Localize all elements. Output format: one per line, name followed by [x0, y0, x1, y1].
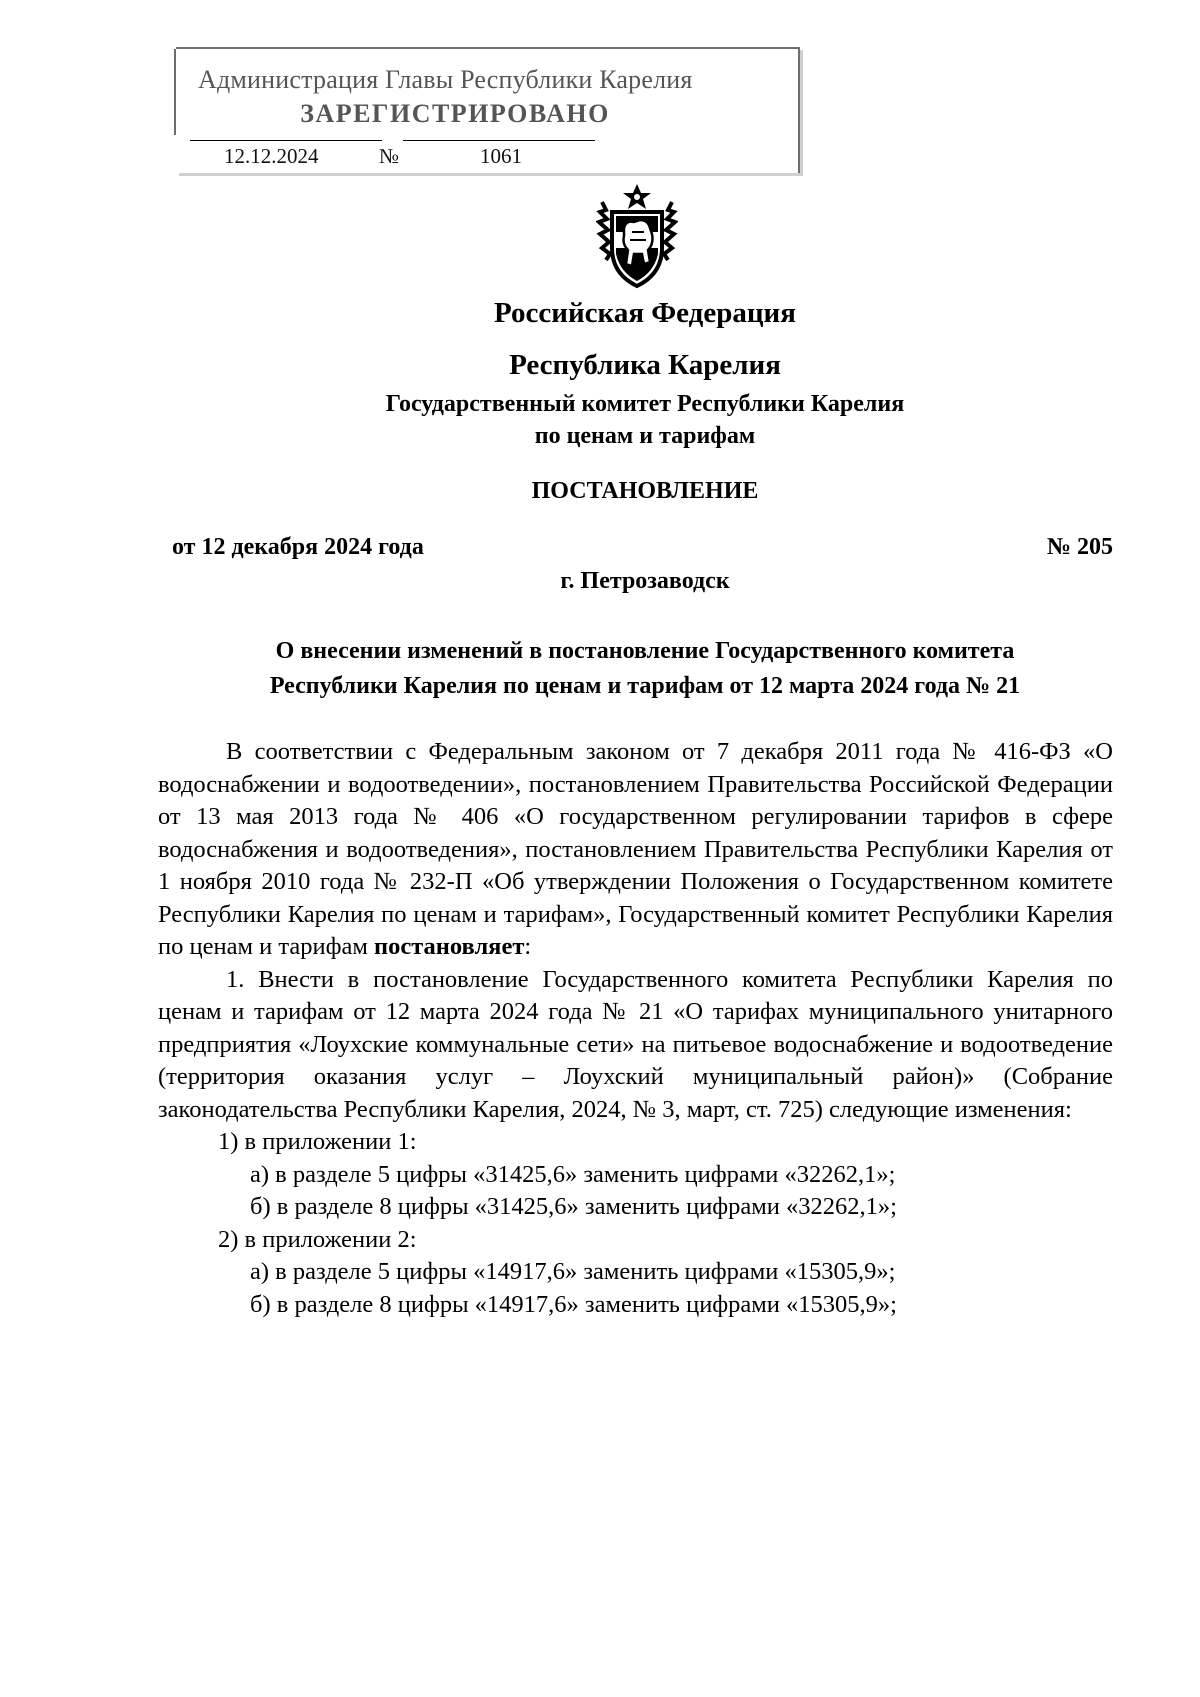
stamp-number-sign: № — [379, 144, 400, 168]
committee-line-2: по ценам и тарифам — [534, 423, 756, 449]
preamble-colon: : — [524, 933, 532, 960]
stamp-number: 1061 — [480, 144, 522, 168]
stamp-title: Администрация Главы Республики Карелия — [198, 65, 693, 94]
document-date: от 12 декабря 2024 года — [172, 534, 424, 560]
document-body — [158, 736, 1113, 1321]
item-1-paragraph: 1. Внести в постановление Государственного комитета Республики Карелия по ценам и тарифам от 12 марта 2024 года № 21 «О тарифах муниципального унитарного предприятия «Лоухские коммунальные сети» на питьевое водоснабжение и водоотведение (территория оказания услуг – Лоухский муниципальный район)» (Собрание законодательства Республики Карелия, 2024, № 3, март, ст. 725) следующие изменения: — [158, 965, 1113, 1123]
sub-item-2b: б) в разделе 8 цифры «14917,6» заменить цифрами «15305,9»; — [250, 1290, 897, 1318]
subject-line-1: О внесении изменений в постановление Государственного комитета — [275, 638, 1015, 664]
sub-item-2: 2) в приложении 2: — [218, 1225, 417, 1253]
stamp-status: ЗАРЕГИСТРИРОВАНО — [300, 99, 610, 128]
sub-item-2a: а) в разделе 5 цифры «14917,6» заменить цифрами «15305,9»; — [250, 1258, 896, 1285]
preamble-text: В соответствии с Федеральным законом от 7 декабря 2011 года № 416-ФЗ «О водоснабжении и водоотведении», постановлением Правительства Российской Федерации от 13 мая 2013 года № 406 «О государственном регулировании тарифов в сфере водоснабжения и водоотведения», постановлением Правительства Республики Карелия от 1 ноября 2010 года № 232-П «Об утверждении Положения о Государственном комитете Республики Карелия по ценам и тарифам», Государственный комитет Республики Карелия по ценам и тарифам — [158, 738, 1113, 960]
karelia-coat-of-arms-icon — [596, 182, 678, 290]
subject-line-2: Республики Карелия по ценам и тарифам от 12 марта 2024 года № 21 — [269, 673, 1021, 699]
sub-item-1: 1) в приложении 1: — [218, 1128, 417, 1155]
republic-title: Республика Карелия — [509, 349, 781, 381]
document-number: № 205 — [1046, 534, 1113, 560]
sub-item-1a: а) в разделе 5 цифры «31425,6» заменить цифрами «32262,1»; — [250, 1160, 896, 1188]
stamp-number-underline — [403, 140, 595, 141]
committee-line-1: Государственный комитет Республики Карелия — [385, 391, 905, 417]
stamp-date: 12.12.2024 — [224, 144, 319, 168]
document-subject — [0, 634, 1200, 704]
document-type-title: ПОСТАНОВЛЕНИЕ — [531, 478, 759, 504]
preamble-paragraph — [158, 736, 1113, 964]
stamp-date-underline — [190, 140, 382, 141]
city: г. Петрозаводск — [560, 568, 730, 594]
preamble-decision-word: постановляет — [373, 933, 525, 960]
country-title: Российская Федерация — [494, 297, 796, 329]
sub-item-1b: б) в разделе 8 цифры «31425,6» заменить цифрами «32262,1»; — [250, 1193, 897, 1220]
